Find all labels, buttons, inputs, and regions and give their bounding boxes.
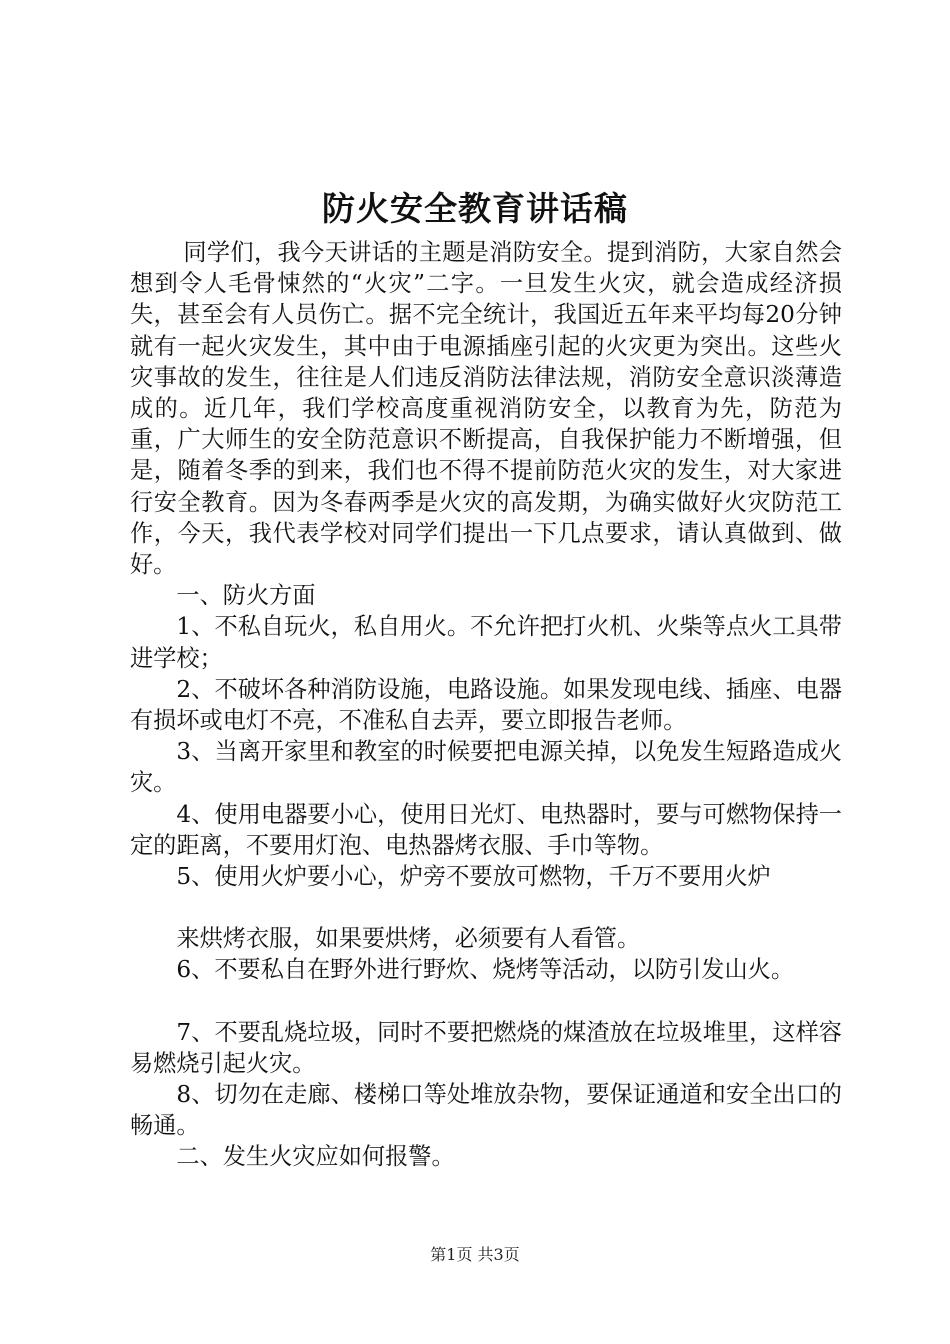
blank-line <box>130 986 842 1017</box>
list-item: 6、不要私自在野外进行野炊、烧烤等活动，以防引发山火。 <box>176 956 795 984</box>
document-title: 防火安全教育讲话稿 <box>322 189 628 228</box>
list-item: 3、当离开家里和教室的时候要把电源关掉，以免发生短路造成火灾。 <box>130 738 842 797</box>
intro-paragraph: 同学们，我今天讲话的主题是消防安全。提到消防，大家自然会想到令人毛骨悚然的“火灾”二字。一旦发生火灾，就会造成经济损失，甚至会有人员伤亡。据不完全统计，我国近五年来平均每20分钟就有一起火灾发生，其中由于电源插座引起的火灾更为突出。这些火灾事故的发生，往往是人们违反消防法律法规，消防安全意识淡薄造成的。近几年，我们学校高度重视消防安全，以教育为先，防范为重，广大师生的安全防范意识不断提高，自我保护能力不断增强，但是，随着冬季的到来，我们也不得不提前防范火灾的发生，对大家进行安全教育。因为冬春两季是火灾的高发期，为确实做好火灾防范工作，今天，我代表学校对同学们提出一下几点要求，请认真做到、做好。 <box>130 239 842 579</box>
list-item: 5、使用火炉要小心，炉旁不要放可燃物，千万不要用火炉 <box>176 863 771 891</box>
list-item-continuation: 来烘烤衣服，如果要烘烤，必须要有人看管。 <box>176 925 641 953</box>
list-item: 7、不要乱烧垃圾，同时不要把燃烧的煤渣放在垃圾堆里，这样容易燃烧引起火灾。 <box>130 1018 842 1077</box>
document-body <box>130 237 842 1173</box>
list-item: 4、使用电器要小心，使用日光灯、电热器时，要与可燃物保持一定的距离，不要用灯泡、电热器烤衣服、手巾等物。 <box>130 800 842 859</box>
section-heading-fire-reporting: 二、发生火灾应如何报警。 <box>176 1143 455 1171</box>
list-item: 1、不私自玩火，私自用火。不允许把打火机、火柴等点火工具带进学校； <box>130 613 842 672</box>
list-item: 2、不破坏各种消防设施，电路设施。如果发现电线、插座、电器有损坏或电灯不亮，不准私自去弄，要立即报告老师。 <box>130 675 842 735</box>
page-footer: 第1页 共3页 <box>430 1245 520 1264</box>
blank-line <box>130 892 842 923</box>
list-item: 8、切勿在走廊、楼梯口等处堆放杂物，要保证通道和安全出口的畅通。 <box>130 1081 842 1140</box>
section-heading-fire-prevention: 一、防火方面 <box>176 582 316 610</box>
